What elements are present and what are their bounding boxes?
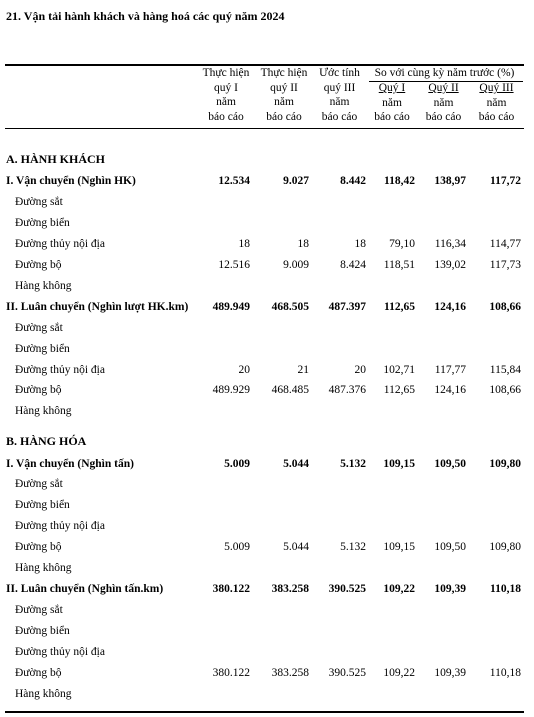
row-label: Đường thủy nội địa [15, 364, 105, 376]
cell-pct-q3: 110,18 [490, 583, 521, 595]
cell-pct-q3: 109,80 [489, 541, 521, 553]
row-label: Hàng không [15, 280, 72, 292]
cell-pct-q3: 115,84 [489, 364, 521, 376]
table-row-cargo-transport [0, 456, 534, 476]
header-col-pct-q1 [366, 81, 418, 125]
cell-pct-q1: 109,15 [383, 458, 415, 470]
row-label: I. Vận chuyển (Nghìn HK) [6, 175, 136, 187]
cell-pct-q3: 117,72 [490, 175, 521, 187]
cell-q2: 18 [297, 238, 309, 250]
header-col-q3-line: Ước tính [319, 67, 360, 79]
header-group-so-voi: So với cùng kỳ năm trước (%) [374, 67, 515, 79]
cell-pct-q1: 109,22 [383, 583, 415, 595]
row-label: Đường sắt [15, 322, 63, 334]
table-row-sea [0, 497, 534, 517]
table-bottom-rule [5, 711, 524, 713]
cell-q2: 468.485 [271, 384, 309, 396]
table-row-cargo-traffic [0, 581, 534, 601]
table-row-road [0, 539, 534, 559]
cell-pct-q1: 112,65 [383, 384, 415, 396]
header-col-pct-q3 [469, 81, 524, 125]
header-col-q3 [313, 66, 366, 124]
header-col-q1-line: năm [216, 96, 236, 108]
table-row-inland-waterway [0, 362, 534, 382]
table-row-inland-waterway [0, 518, 534, 538]
header-col-pct-q2-line: báo cáo [425, 111, 462, 123]
cell-pct-q2: 109,50 [434, 541, 466, 553]
cell-pct-q2: 138,97 [434, 175, 466, 187]
table-row-aviation [0, 278, 534, 298]
row-label: B. HÀNG HÓA [6, 434, 87, 448]
cell-pct-q1: 112,65 [384, 301, 415, 313]
table-row-sea [0, 341, 534, 361]
cell-q1: 12.534 [218, 175, 250, 187]
cell-pct-q3: 108,66 [489, 301, 521, 313]
header-col-q1-line: quý I [214, 81, 238, 94]
table-row-passenger-traffic [0, 299, 534, 319]
cell-q3: 8.424 [340, 259, 366, 271]
cell-q2: 9.027 [283, 175, 309, 187]
row-label: A. HÀNH KHÁCH [6, 152, 105, 166]
cell-q3: 487.397 [328, 301, 366, 313]
header-col-pct-q1-line: năm [382, 96, 402, 109]
row-label: Hàng không [15, 562, 72, 574]
cell-q2: 5.044 [283, 458, 309, 470]
cell-q1: 20 [238, 364, 250, 376]
row-label: Hàng không [15, 405, 72, 417]
cell-q3: 487.376 [328, 384, 366, 396]
row-label: Đường thủy nội địa [15, 520, 105, 532]
cell-q3: 18 [354, 238, 366, 250]
cell-q3: 5.132 [340, 541, 366, 553]
header-col-pct-q3-line: năm [486, 96, 507, 109]
table-row-aviation [0, 560, 534, 580]
row-label: Đường bộ [15, 384, 62, 396]
header-col-pct-q1-line: báo cáo [374, 111, 410, 123]
header-col-q2 [255, 66, 313, 124]
cell-pct-q2: 109,39 [434, 667, 466, 679]
header-col-q2-line: Thực hiện [260, 67, 308, 79]
row-label: Đường biển [15, 217, 70, 229]
table-row-aviation [0, 403, 534, 423]
row-label: Đường biển [15, 499, 70, 511]
cell-q3: 8.442 [340, 175, 366, 187]
cell-q1: 380.122 [212, 667, 250, 679]
cell-q2: 9.009 [283, 259, 309, 271]
header-col-q3-line: năm [329, 96, 350, 108]
row-label: Đường sắt [15, 196, 63, 208]
cell-pct-q2: 109,50 [434, 458, 466, 470]
table-row-sea [0, 623, 534, 643]
cell-pct-q1: 102,71 [383, 364, 415, 376]
cell-q2: 383.258 [271, 667, 309, 679]
header-col-q2-line: báo cáo [266, 110, 302, 123]
header-col-q3-line: quý III [323, 81, 356, 94]
table-row-inland-waterway [0, 236, 534, 256]
cell-pct-q1: 109,15 [383, 541, 415, 553]
table-row-section-passengers [0, 151, 534, 171]
cell-q2: 468.505 [271, 301, 309, 313]
row-label: I. Vận chuyển (Nghìn tấn) [6, 458, 134, 470]
row-label: Đường biển [15, 625, 70, 637]
header-col-pct-q2 [418, 81, 469, 125]
cell-pct-q3: 109,80 [489, 458, 521, 470]
header-col-q2-line: năm [274, 96, 294, 108]
cell-q3: 5.132 [340, 458, 366, 470]
table-row-passenger-transport [0, 173, 534, 193]
page-title: 21. Vận tải hành khách và hàng hoá các quý năm 2024 [6, 9, 285, 23]
table-row-section-cargo [0, 433, 534, 453]
header-bottom-rule [5, 128, 524, 129]
row-label: Đường thủy nội địa [15, 238, 105, 250]
cell-pct-q3: 108,66 [489, 384, 521, 396]
table-row-road [0, 257, 534, 277]
header-col-pct-q3-line: báo cáo [478, 111, 515, 123]
table-row-road [0, 665, 534, 685]
row-label: Đường sắt [15, 478, 63, 490]
table-row-sea [0, 215, 534, 235]
table-row-road [0, 382, 534, 402]
cell-pct-q2: 139,02 [434, 259, 466, 271]
cell-pct-q1: 79,10 [389, 238, 415, 250]
cell-pct-q3: 110,18 [489, 667, 521, 679]
header-col-pct-q1-line: Quý I [378, 82, 406, 94]
header-col-q1-line: Thực hiện [202, 67, 250, 79]
row-label: II. Luân chuyển (Nghìn tấn.km) [6, 583, 164, 595]
cell-q1: 380.122 [212, 583, 250, 595]
cell-q3: 390.525 [328, 583, 366, 595]
row-label: Hàng không [15, 688, 72, 700]
row-label: Đường bộ [15, 541, 62, 553]
cell-pct-q1: 118,51 [383, 259, 415, 271]
cell-q2: 383.258 [271, 583, 309, 595]
header-col-pct-q3-line: Quý III [479, 82, 514, 94]
cell-q1: 489.949 [212, 301, 250, 313]
cell-pct-q2: 124,16 [434, 301, 466, 313]
cell-pct-q3: 114,77 [489, 238, 521, 250]
cell-pct-q2: 117,77 [434, 364, 466, 376]
header-col-q3-line: báo cáo [321, 110, 358, 123]
row-label: Đường sắt [15, 604, 63, 616]
row-label: II. Luân chuyển (Nghìn lượt HK.km) [6, 301, 189, 313]
cell-q1: 18 [238, 238, 250, 250]
table-row-rail [0, 320, 534, 340]
table-row-rail [0, 602, 534, 622]
table-row-rail [0, 194, 534, 214]
cell-pct-q1: 118,42 [384, 175, 415, 187]
row-label: Đường thủy nội địa [15, 646, 105, 658]
cell-q2: 21 [297, 364, 309, 376]
cell-pct-q1: 109,22 [383, 667, 415, 679]
cell-q1: 12.516 [218, 259, 250, 271]
cell-q2: 5.044 [283, 541, 309, 553]
header-col-q1 [197, 66, 255, 124]
header-col-pct-q2-line: năm [433, 96, 454, 109]
row-label: Đường bộ [15, 259, 62, 271]
cell-q1: 5.009 [224, 541, 250, 553]
row-label: Đường bộ [15, 667, 62, 679]
cell-pct-q2: 109,39 [434, 583, 466, 595]
cell-q1: 5.009 [224, 458, 250, 470]
header-col-q2-line: quý II [270, 81, 298, 94]
cell-q3: 20 [354, 364, 366, 376]
cell-q3: 390.525 [328, 667, 366, 679]
cell-q1: 489.929 [212, 384, 250, 396]
cell-pct-q2: 116,34 [434, 238, 466, 250]
table-row-aviation [0, 686, 534, 706]
header-col-pct-q2-line: Quý II [428, 82, 459, 94]
table-row-rail [0, 476, 534, 496]
cell-pct-q2: 124,16 [434, 384, 466, 396]
table-row-inland-waterway [0, 644, 534, 664]
header-col-q1-line: báo cáo [208, 110, 244, 123]
cell-pct-q3: 117,73 [489, 259, 521, 271]
row-label: Đường biển [15, 343, 70, 355]
